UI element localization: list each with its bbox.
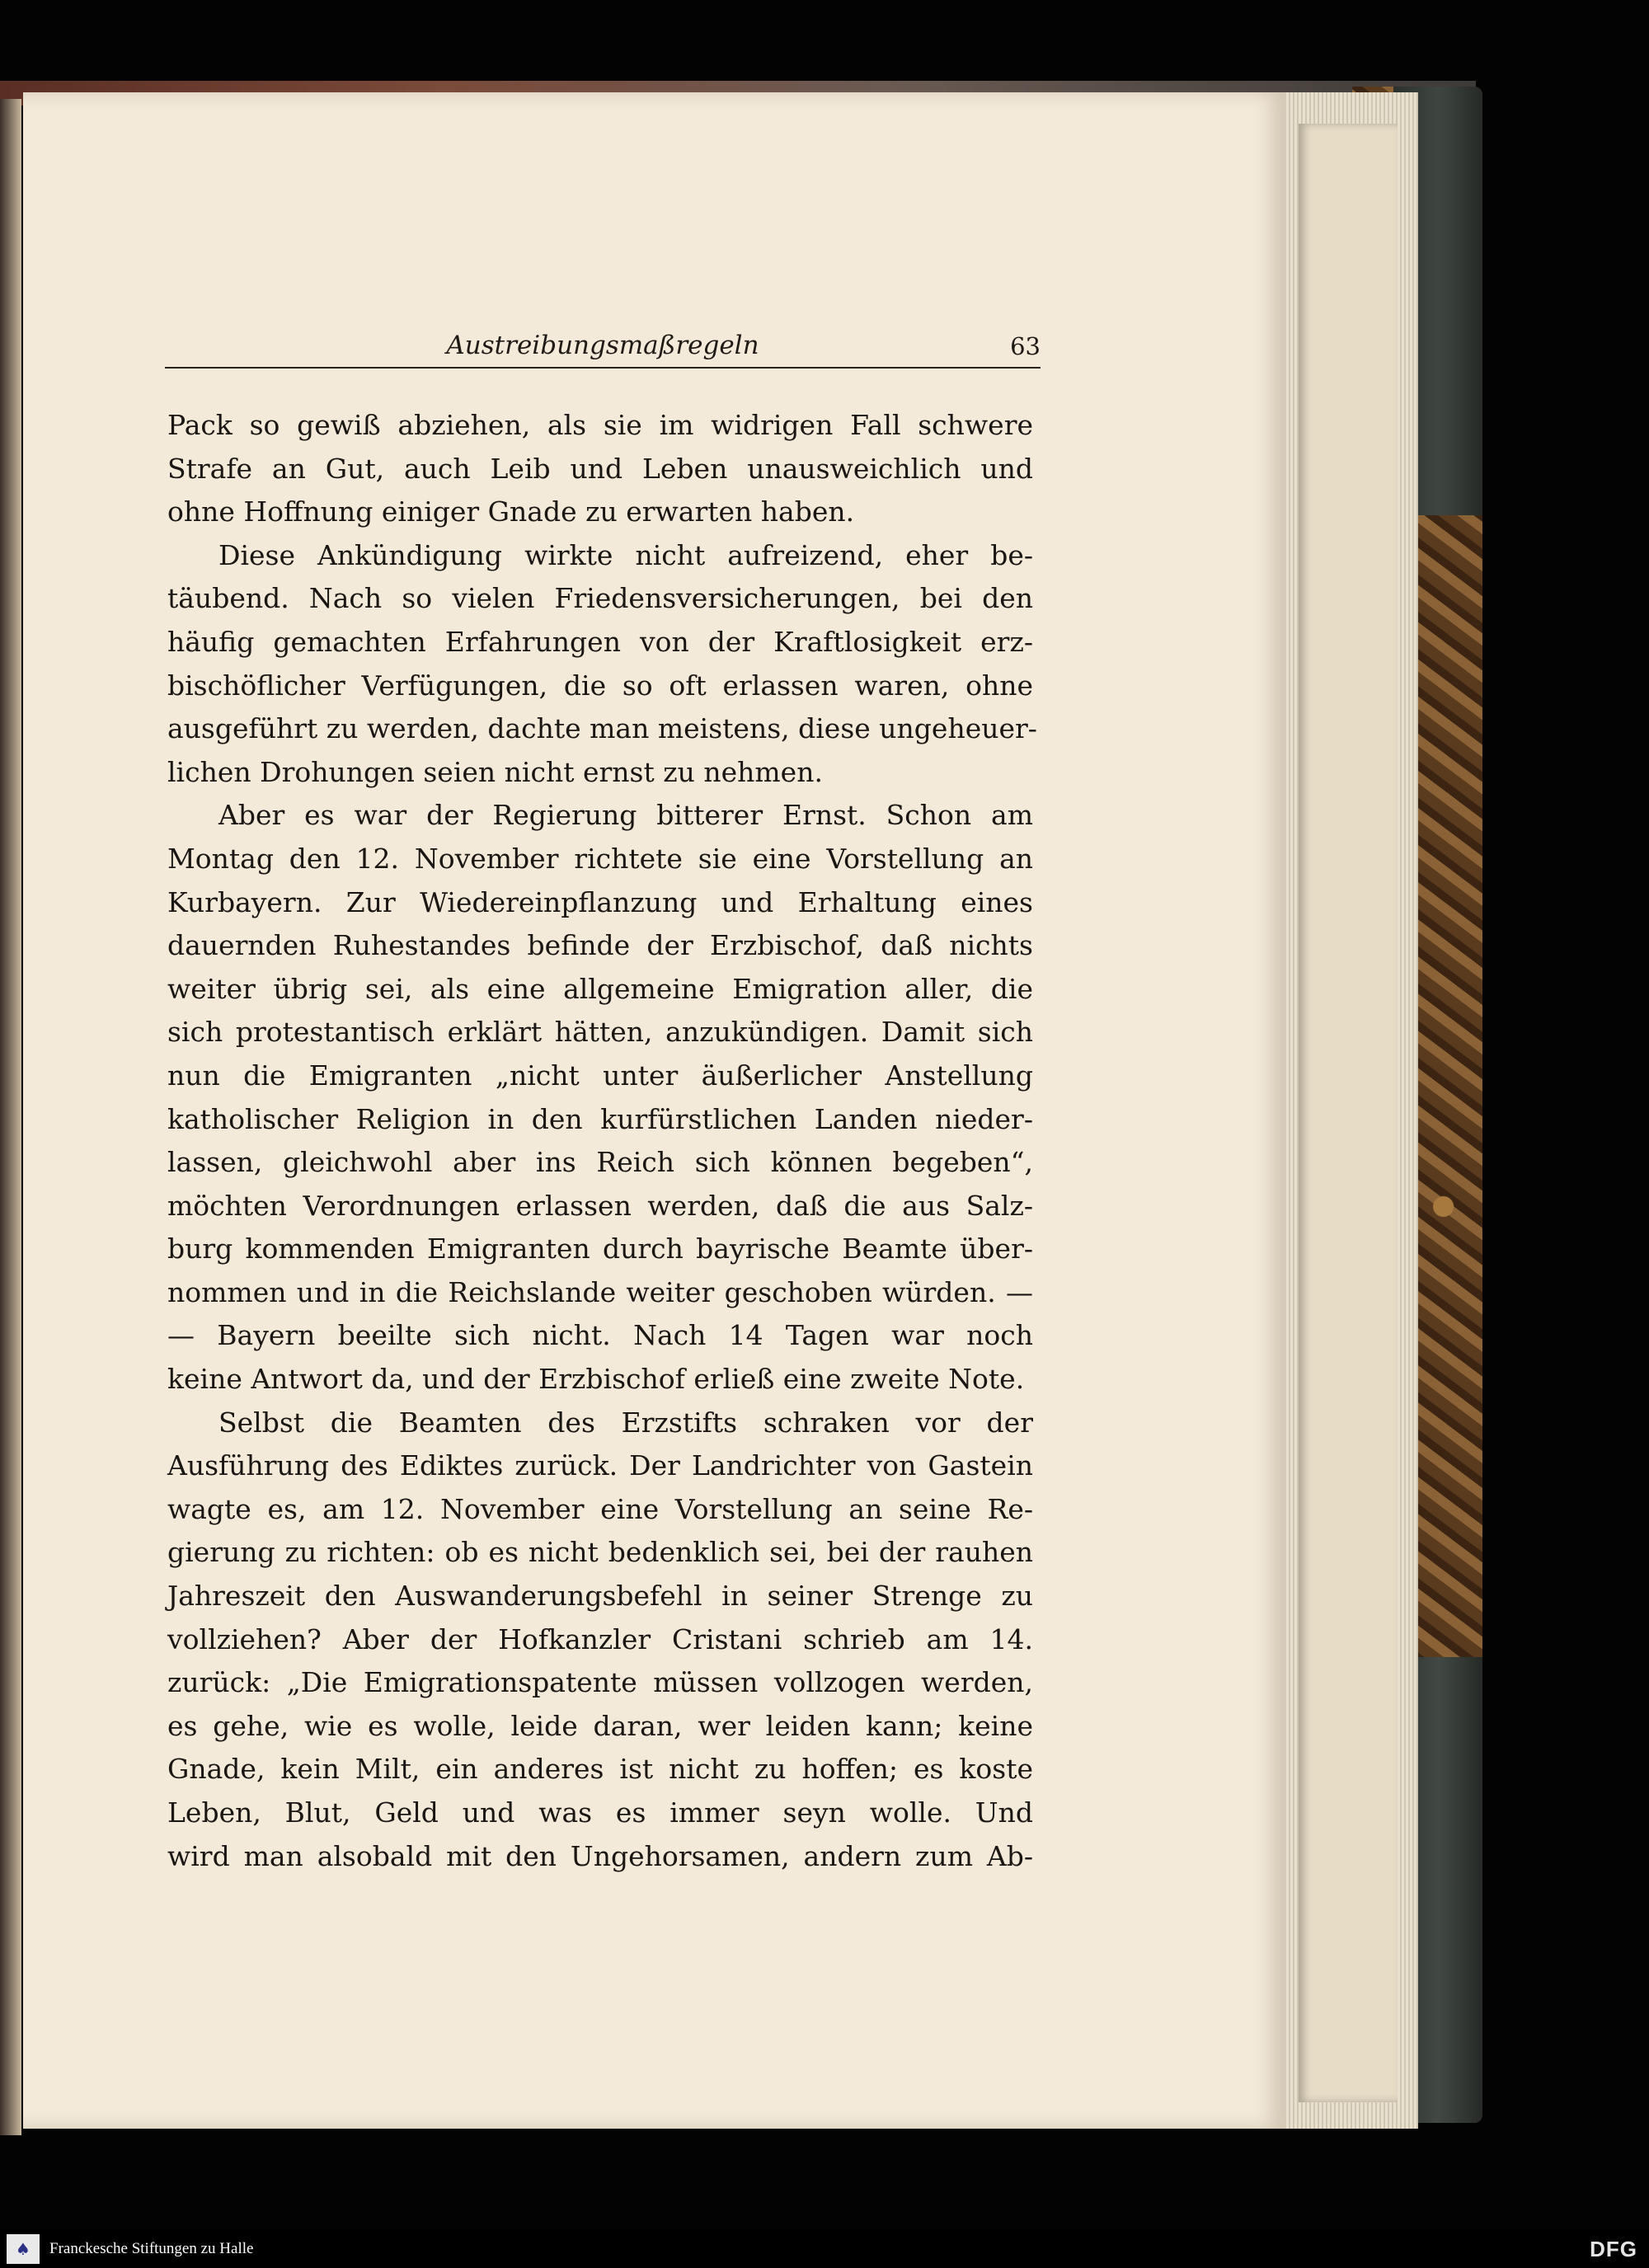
text-line: — Bayern beeilte sich nicht. Nach 14 Tagen war noch — [167, 1319, 1033, 1352]
text-line: lassen, gleichwohl aber ins Reich sich können begeben“, — [167, 1146, 1033, 1179]
text-line: Diese Ankündigung wirkte nicht aufreizend, eher be- — [218, 538, 1033, 571]
text-line: gierung zu richten: ob es nicht bedenklich sei, bei der rauhen — [167, 1536, 1033, 1569]
text-line: nun die Emigranten „nicht unter äußerlicher Anstellung — [167, 1059, 1033, 1092]
text-line: Strafe an Gut, auch Leib und Leben unausweichlich und — [167, 452, 1033, 485]
text-line: burg kommenden Emigranten durch bayrische Beamte über- — [167, 1233, 1033, 1265]
viewer-footer — [0, 2229, 1649, 2268]
text-line: bischöflicher Verfügungen, die so oft erlassen waren, ohne — [167, 669, 1033, 702]
text-line: ohne Hoffnung einiger Gnade zu erwarten haben. — [167, 495, 855, 528]
text-line: sich protestantisch erklärt hätten, anzukündigen. Damit sich — [167, 1016, 1033, 1049]
dfg-logo: DFG — [1590, 2237, 1637, 2261]
body-text — [167, 404, 1037, 1878]
text-line: möchten Verordnungen erlassen werden, daß die aus Salz- — [167, 1189, 1033, 1222]
logo-mark: ♠ — [16, 2239, 31, 2259]
text-line: vollziehen? Aber der Hofkanzler Cristani schrieb am 14. — [167, 1622, 1033, 1655]
facing-page-edge — [0, 99, 21, 2135]
text-line: dauernden Ruhestandes befinde der Erzbischof, daß nichts — [167, 929, 1033, 962]
text-line: Kurbayern. Zur Wiedereinpflanzung und Erhaltung eines — [167, 885, 1033, 918]
running-title: Austreibungsmaßregeln — [446, 331, 759, 360]
text-line: Jahreszeit den Auswanderungsbefehl in seiner Strenge zu — [167, 1580, 1033, 1613]
next-leaf — [1299, 124, 1398, 2102]
institution-name: Franckesche Stiftungen zu Halle — [49, 2240, 254, 2257]
running-head — [165, 326, 1041, 369]
text-line: Aber es war der Regierung bitterer Ernst. Schon am — [218, 799, 1033, 832]
text-line: Selbst die Beamten des Erzstifts schraken vor der — [218, 1406, 1033, 1439]
institution-logo — [7, 2234, 40, 2264]
text-line: es gehe, wie es wolle, leide daran, wer leiden kann; keine — [167, 1709, 1033, 1742]
text-line: Leben, Blut, Geld und was es immer seyn wolle. Und — [167, 1796, 1033, 1829]
page-number: 63 — [1010, 332, 1041, 360]
book-page — [23, 92, 1286, 2129]
text-line: Pack so gewiß abziehen, als sie im widrigen Fall schwere — [167, 409, 1033, 441]
text-line: wagte es, am 12. November eine Vorstellung an seine Re- — [167, 1492, 1033, 1525]
text-line: täubend. Nach so vielen Friedensversicherungen, bei den — [167, 582, 1033, 615]
text-line: wird man alsobald mit den Ungehorsamen, andern zum Ab- — [167, 1839, 1033, 1872]
text-line: Montag den 12. November richtete sie eine Vorstellung an — [167, 842, 1033, 875]
text-line: ausgeführt zu werden, dachte man meistens, diese ungeheuer- — [167, 712, 1037, 745]
text-line: zurück: „Die Emigrationspatente müssen vollzogen werden, — [167, 1666, 1033, 1699]
text-line: Gnade, kein Milt, ein anderes ist nicht zu hoffen; es koste — [167, 1753, 1033, 1786]
text-line: häufig gemachten Erfahrungen von der Kraftlosigkeit erz- — [167, 625, 1033, 658]
text-line: Ausführung des Ediktes zurück. Der Landrichter von Gastein — [167, 1449, 1033, 1482]
text-line: nommen und in die Reichslande weiter geschoben würden. — — [167, 1275, 1033, 1308]
text-line: keine Antwort da, und der Erzbischof erließ eine zweite Note. — [167, 1363, 1025, 1396]
text-line: lichen Drohungen seien nicht ernst zu nehmen. — [167, 755, 823, 788]
text-line: katholischer Religion in den kurfürstlichen Landen nieder- — [167, 1102, 1033, 1135]
text-line: weiter übrig sei, als eine allgemeine Emigration aller, die — [167, 972, 1033, 1005]
